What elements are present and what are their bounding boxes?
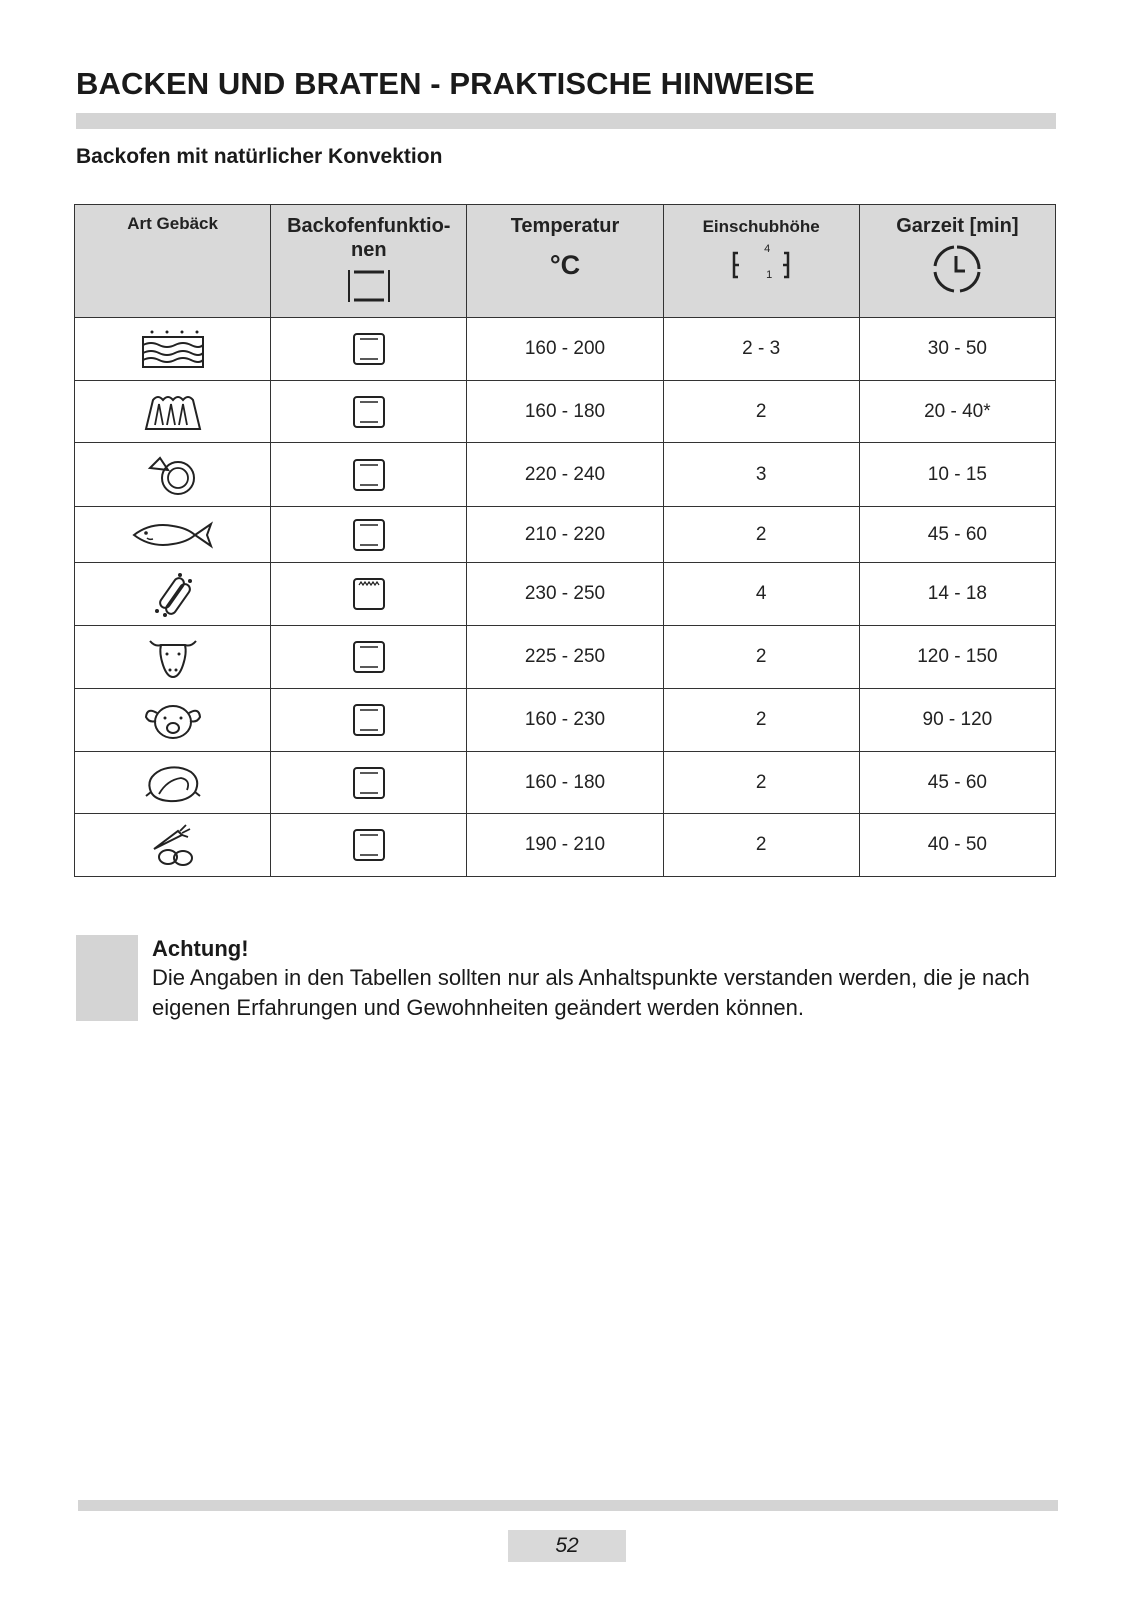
temperature-cell: 160 - 200 [467, 318, 663, 381]
header-label: Art Gebäck [127, 214, 218, 233]
level-cell: 2 [663, 381, 859, 443]
pork-icon [143, 699, 203, 741]
shelf-top-number: 4 [764, 243, 771, 256]
baking-table [74, 204, 1056, 877]
food-cell [75, 752, 271, 814]
header-temperature [467, 205, 663, 318]
food-cell [75, 443, 271, 507]
oven-top-bottom-heat-icon [352, 458, 386, 492]
shelf-bottom-number: 1 [766, 269, 773, 282]
table-row [75, 381, 1056, 443]
fish-icon [131, 520, 215, 550]
level-cell: 2 [663, 689, 859, 752]
oven-top-bottom-heat-icon [352, 640, 386, 674]
page-title: BACKEN UND BRATEN - PRAKTISCHE HINWEISE [76, 66, 815, 101]
vegetables-icon [148, 823, 198, 867]
poultry-icon [143, 762, 203, 804]
oven-top-bottom-heat-icon [352, 703, 386, 737]
oven-top-bottom-heat-icon [352, 766, 386, 800]
header-food-type [75, 205, 271, 318]
function-cell [271, 626, 467, 689]
temperature-cell: 160 - 180 [467, 752, 663, 814]
table-row [75, 752, 1056, 814]
table-row [75, 443, 1056, 507]
oven-top-bottom-heat-icon [352, 395, 386, 429]
function-cell [271, 381, 467, 443]
food-cell [75, 626, 271, 689]
header-label: Temperatur [510, 215, 620, 237]
food-cell [75, 563, 271, 626]
time-cell: 45 - 60 [859, 752, 1055, 814]
header-oven-function [271, 205, 467, 318]
header-label: Garzeit [min] [896, 215, 1019, 237]
food-cell [75, 689, 271, 752]
temperature-cell: 190 - 210 [467, 814, 663, 877]
level-cell: 2 [663, 752, 859, 814]
bundt-cake-icon [143, 392, 203, 432]
table-row [75, 689, 1056, 752]
page-number: 52 [508, 1530, 626, 1562]
time-cell: 10 - 15 [859, 443, 1055, 507]
oven-top-bottom-heat-icon [352, 828, 386, 862]
title-divider [76, 113, 1056, 129]
level-cell: 2 [663, 626, 859, 689]
header-label: Einschubhöhe [702, 217, 820, 236]
temperature-cell: 160 - 230 [467, 689, 663, 752]
note-marker [76, 935, 138, 1021]
header-shelf-level [663, 205, 859, 318]
sausages-icon [150, 571, 196, 617]
level-cell: 2 [663, 507, 859, 563]
function-cell [271, 689, 467, 752]
time-cell: 20 - 40* [859, 381, 1055, 443]
table-row [75, 318, 1056, 381]
function-cell [271, 752, 467, 814]
table-row [75, 563, 1056, 626]
shelf-level-icon [728, 245, 794, 285]
celsius-icon: °C [549, 250, 581, 280]
temperature-cell: 210 - 220 [467, 507, 663, 563]
oven-top-bottom-heat-icon [352, 332, 386, 366]
oven-top-bottom-heat-icon [352, 518, 386, 552]
beef-icon [147, 635, 199, 679]
food-cell [75, 814, 271, 877]
food-cell [75, 381, 271, 443]
note-title: Achtung! [152, 936, 249, 961]
table-row [75, 507, 1056, 563]
time-cell: 30 - 50 [859, 318, 1055, 381]
food-cell [75, 507, 271, 563]
oven-top-bottom-heat-icon [346, 268, 392, 304]
header-cooking-time [859, 205, 1055, 318]
temperature-cell: 225 - 250 [467, 626, 663, 689]
time-cell: 40 - 50 [859, 814, 1055, 877]
layer-cake-icon [140, 328, 206, 370]
header-label: Backofenfunktio- nen [287, 215, 451, 261]
level-cell: 4 [663, 563, 859, 626]
function-cell [271, 563, 467, 626]
time-cell: 90 - 120 [859, 689, 1055, 752]
temperature-cell: 230 - 250 [467, 563, 663, 626]
section-title: Backofen mit natürlicher Konvektion [76, 145, 443, 168]
time-cell: 120 - 150 [859, 626, 1055, 689]
function-cell [271, 814, 467, 877]
oven-grill-icon [352, 577, 386, 611]
pizza-icon [146, 454, 200, 496]
level-cell: 2 - 3 [663, 318, 859, 381]
table-header-row [75, 205, 1056, 318]
function-cell [271, 443, 467, 507]
time-cell: 45 - 60 [859, 507, 1055, 563]
function-cell [271, 507, 467, 563]
time-cell: 14 - 18 [859, 563, 1055, 626]
function-cell [271, 318, 467, 381]
food-cell [75, 318, 271, 381]
footer-divider [78, 1500, 1058, 1511]
clock-icon [932, 244, 982, 294]
temperature-cell: 220 - 240 [467, 443, 663, 507]
table-row [75, 814, 1056, 877]
level-cell: 3 [663, 443, 859, 507]
table-row [75, 626, 1056, 689]
temperature-cell: 160 - 180 [467, 381, 663, 443]
level-cell: 2 [663, 814, 859, 877]
note-text: Die Angaben in den Tabellen sollten nur als Anhaltspunkte verstanden werden, die je nach eigenen Erfahrungen und Gewohnheiten geändert werden können. [152, 965, 1030, 1020]
